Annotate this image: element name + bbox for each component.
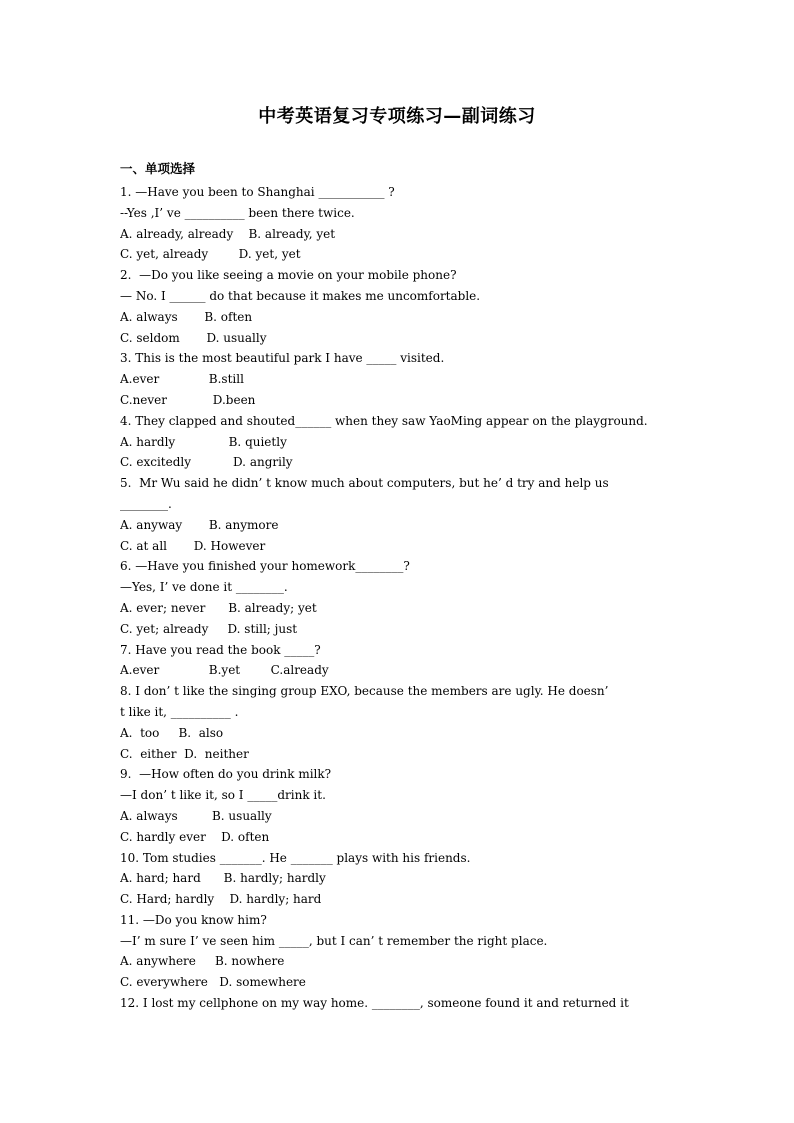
option-line: C.never D.been (120, 392, 256, 407)
question-line: 4. They clapped and shouted______ when they saw YaoMing appear on the playground. (120, 413, 648, 428)
option-line: A. always B. often (120, 309, 253, 324)
question-line: 5. Mr Wu said he didn’ t know much about computers, but he’ d try and help us (120, 476, 609, 491)
option-line: A. too B. also (120, 725, 224, 740)
option-line: C. excitedly D. angrily (120, 455, 293, 470)
question-line: 3. This is the most beautiful park I have _____ visited. (120, 351, 445, 366)
question-line: 11. —Do you know him? (120, 912, 267, 927)
option-line: C. either D. neither (120, 746, 249, 761)
option-line: C. yet; already D. still; just (120, 621, 298, 636)
option-line: C. hardly ever D. often (120, 829, 270, 844)
question-line: — No. I ______ do that because it makes me uncomfortable. (120, 288, 481, 303)
question-line: 9. —How often do you drink milk? (120, 767, 332, 782)
page-title: 中考英语复习专项练习—副词练习 (258, 106, 536, 127)
option-line: A. anyway B. anymore (120, 517, 279, 532)
option-line: A.ever B.still (120, 372, 244, 387)
option-line: A. hardly B. quietly (120, 434, 287, 449)
option-line: A. anywhere B. nowhere (120, 954, 285, 969)
option-line: A.ever B.yet C.already (120, 663, 329, 678)
question-line: —I’ m sure I’ ve seen him _____, but I can’ t remember the right place. (120, 933, 548, 948)
option-line: A. always B. usually (120, 808, 272, 823)
option-line: C. yet, already D. yet, yet (120, 247, 301, 262)
question-line: --Yes ,I’ ve __________ been there twice. (120, 205, 355, 220)
question-line: 7. Have you read the book _____? (120, 642, 321, 657)
question-line: 1. —Have you been to Shanghai ___________ ? (120, 185, 395, 199)
option-line: C. at all D. However (120, 538, 266, 553)
option-line: A. ever; never B. already; yet (120, 600, 317, 615)
option-line: C. everywhere D. somewhere (120, 975, 306, 990)
option-line: A. already, already B. already, yet (120, 226, 336, 241)
option-line: C. Hard; hardly D. hardly; hard (120, 892, 322, 907)
question-line: —Yes, I’ ve done it ________. (120, 580, 288, 595)
question-line: 6. —Have you finished your homework________? (120, 559, 410, 574)
option-line: A. hard; hard B. hardly; hardly (120, 871, 326, 886)
question-line: 2. —Do you like seeing a movie on your mobile phone? (120, 268, 457, 283)
question-line: t like it, __________ . (120, 704, 239, 719)
question-line: —I don’ t like it, so I _____drink it. (120, 788, 326, 803)
question-line: 8. I don’ t like the singing group EXO, because the members are ugly. He doesn’ (120, 684, 609, 699)
question-line: ________. (120, 496, 172, 511)
option-line: C. seldom D. usually (120, 330, 267, 345)
question-line: 12. I lost my cellphone on my way home. ________, someone found it and returned it (120, 996, 629, 1011)
question-line: 10. Tom studies _______. He _______ plays with his friends. (120, 850, 471, 865)
section-heading: 一、单项选择 (120, 161, 196, 176)
question-list (120, 182, 680, 1014)
